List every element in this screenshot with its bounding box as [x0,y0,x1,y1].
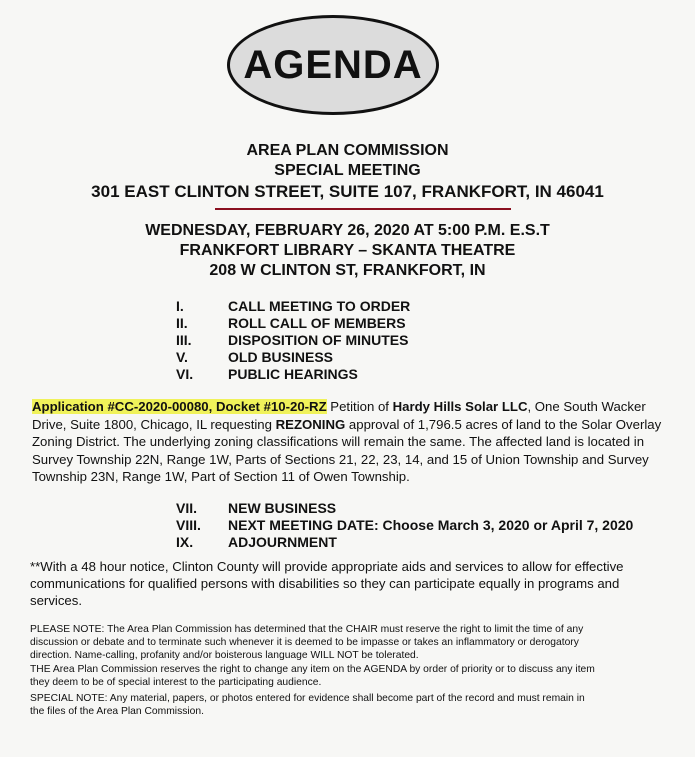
agenda-item-number: VII. [176,500,198,516]
meeting-date-time: WEDNESDAY, FEBRUARY 26, 2020 AT 5:00 P.M. E.S.T [145,222,550,239]
agenda-item-label: ADJOURNMENT [228,534,337,550]
note-line: PLEASE NOTE: The Area Plan Commission has determined that the CHAIR must reserve the right to limit the time of any [30,624,584,635]
petitioner-name: Hardy Hills Solar LLC [392,399,528,414]
application-text: , One South Wacker Drive, Suite 1800, Chicago, IL requesting [32,399,646,432]
meeting-address: 208 W CLINTON ST, FRANKFORT, IN [209,262,486,279]
request-type: REZONING [275,416,346,432]
note-line: discussion or debate and to terminate such whenever it is deemed to be impasse or takes an inflammatory or derogatory [30,637,579,648]
agenda-item-number: II. [176,315,188,331]
agenda-item-label: ROLL CALL OF MEMBERS [228,315,406,331]
application-text: approval of 1,796.5 acres of land to the Solar Overlay Zoning District. The underlying zoning classifications will remain the same. The affected land is located in Survey Township 22N, Range 1W, Parts of Sections 21, 22, 23, 14, and 15 of Union Township and Survey Township 23N, Range 1W, Part of Section 11 of Owen Township. [32,416,662,484]
application-id: Application #CC-2020-00080, Docket #10-20-RZ [32,399,327,414]
meeting-type: SPECIAL MEETING [274,162,421,179]
note-line: they deem to be of special interest to the participating audience. [30,677,322,688]
commission-name: AREA PLAN COMMISSION [246,142,449,159]
agenda-item-number: VI. [176,366,194,382]
commission-address: 301 EAST CLINTON STREET, SUITE 107, FRANKFORT, IN 46041 [91,182,604,201]
agenda-item-number: VIII. [176,517,201,533]
agenda-item-number: IX. [176,534,194,550]
agenda-item-label: OLD BUSINESS [228,349,334,365]
meeting-venue: FRANKFORT LIBRARY – SKANTA THEATRE [179,242,516,259]
agenda-item-number: III. [176,332,192,348]
agenda-item-label: CALL MEETING TO ORDER [228,298,411,314]
ada-notice: **With a 48 hour notice, Clinton County will provide appropriate aids and services to allow for effective communications for qualified persons with disabilities so they can participate equally in programs and services. [30,559,624,608]
divider-line [215,208,511,210]
agenda-title-oval [227,15,439,115]
agenda-item-label: DISPOSITION OF MINUTES [228,332,409,348]
agenda-title: AGENDA [243,42,423,87]
application-text: Petition of [326,399,393,414]
note-line: SPECIAL NOTE: Any material, papers, or photos entered for evidence shall become part of the record and must remain in [30,693,585,704]
agenda-item-label: NEXT MEETING DATE: Choose March 3, 2020 or April 7, 2020 [228,517,634,533]
agenda-item-number: I. [176,298,184,314]
note-line: the files of the Area Plan Commission. [30,706,204,717]
application-paragraph [32,398,672,486]
agenda-item-label: NEW BUSINESS [228,500,337,516]
note-line: THE Area Plan Commission reserves the right to change any item on the AGENDA by order of priority or to discuss any item [30,664,595,675]
agenda-item-number: V. [176,349,188,365]
agenda-item-label: PUBLIC HEARINGS [228,366,358,382]
note-line: direction. Name-calling, profanity and/or boisterous language WILL NOT be tolerated. [30,650,419,661]
